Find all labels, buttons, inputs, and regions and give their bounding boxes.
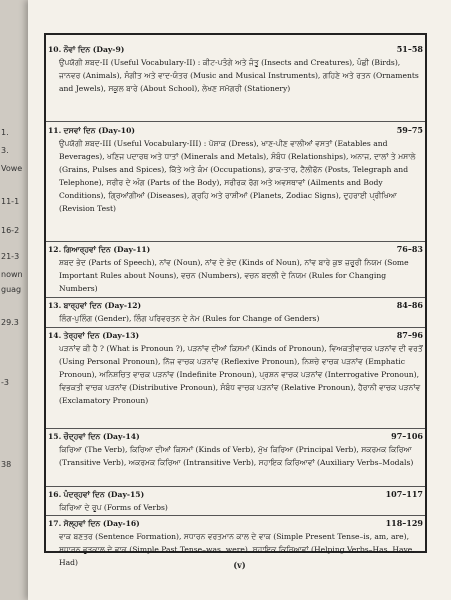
entry-divider — [46, 121, 425, 122]
entry-divider — [46, 241, 425, 242]
entry-divider — [46, 515, 425, 516]
page-number: (v) — [233, 560, 246, 570]
left-page-fragment: guag — [1, 285, 22, 294]
entry-description: ਪੜਨਾਂਵ ਕੀ ਹੈ ? (What is Pronoun ?), ਪੜਨਾਂਵ ਦੀਆਂ ਕਿਸਮਾਂ (Kinds of Pronoun), ਵਿਅਕਤੀਵਾਚਕ ਪੜਨਾਂਵ ਦੀ ਵਰਤੋਂ (Using Personal Pronoun), ਨਿੱਜ ਵਾਚਕ ਪੜਨਾਂਵ (Reflexive Pronoun), ਨਿਸ਼ਚੇ ਵਾਚਕ ਪੜਨਾਂਵ (Emphatic Pronoun), ਅਨਿਸ਼ਚਿਤ ਵਾਚਕ ਪੜਨਾਂਵ (Indefinite Pronoun), ਪ੍ਰਸ਼ਨ ਵਾਚਕ ਪੜਨਾਂਵ (Interrogative Pronoun), ਵਿਭਕਤੀ ਵਾਚਕ ਪੜਨਾਂਵ (Distributive Pronoun), ਸੰਬੰਧ ਵਾਚਕ ਪੜਨਾਂਵ (Relative Pronoun), ਹੈਰਾਨੀ ਵਾਚਕ ਪੜਨਾਂਵ (Exclamatory Pronoun) — [59, 344, 423, 405]
left-page-fragment: 38 — [1, 460, 12, 469]
entry-title: ਗਿਆਰ੍ਹਵਾਂ ਦਿਨ (Day-11) — [63, 245, 151, 254]
left-page-fragment: 16-2 — [1, 226, 20, 235]
entry-number: 15. — [48, 432, 62, 441]
contents-entry — [48, 430, 423, 469]
entry-title: ਤੇਰ੍ਹਵਾਂ ਦਿਨ (Day-13) — [63, 331, 140, 340]
left-page-fragment: 1. — [1, 128, 9, 137]
entry-description: ਉਪਯੋਗੀ ਸ਼ਬਦ-II (Useful Vocabulary-II) : ਕੀਟ-ਪਤੰਗੇ ਅਤੇ ਜੰਤੂ (Insects and Creatures), ਪੰਛੀ (Birds), ਜਾਨਵਰ (Animals), ਸੰਗੀਤ ਅਤੇ ਵਾਦ-ਯੰਤਰ (Music and Musical Instruments), ਗਹਿਣੇ ਅਤੇ ਰਤਨ (Ornaments and Jewels), ਸਕੂਲ ਬਾਰੇ (About School), ਲੇਖਣ ਸਮੱਗਰੀ (Stationery) — [59, 58, 419, 93]
entry-number: 16. — [48, 490, 62, 499]
entry-title: ਨੌਵਾਂ ਦਿਨ (Day-9) — [63, 45, 125, 54]
contents-frame — [44, 33, 427, 567]
entry-pages: 97–106 — [391, 431, 423, 441]
entry-title: ਬਾਰ੍ਹਵਾਂ ਦਿਨ (Day-12) — [63, 301, 142, 310]
entry-title: ਸੋਲ੍ਹਵਾਂ ਦਿਨ (Day-16) — [63, 519, 140, 528]
contents-page — [28, 0, 451, 600]
entry-number: 14. — [48, 331, 62, 340]
entry-title: ਪੰਦਰ੍ਹਵਾਂ ਦਿਨ (Day-15) — [63, 490, 145, 499]
entry-number: 10. — [48, 45, 62, 54]
contents-entry — [48, 299, 423, 325]
entry-number: 13. — [48, 301, 62, 310]
entry-pages: 107–117 — [385, 489, 423, 499]
entry-description: ਵਾਕ ਬਣਤਰ (Sentence Formation), ਸਧਾਰਨ ਵਰਤਮਾਨ ਕਾਲ ਦੇ ਵਾਕ (Simple Present Tense–is, am, are), ਸਧਾਰਨ ਭੂਤਕਾਲ ਦੇ ਵਾਕ (Simple Past Tense–was, were), ਸਹਾਇਕ ਕਿਰਿਆਵਾਂ (Helping Verbs–Has, Have, Had) — [59, 532, 415, 567]
entry-divider — [46, 486, 425, 487]
entry-description: ਉਪਯੋਗੀ ਸ਼ਬਦ-III (Useful Vocabulary-III) : ਪੋਸ਼ਾਕ (Dress), ਖਾਣ-ਪੀਣ ਵਾਲੀਆਂ ਵਸਤਾਂ (Eatables and Beverages), ਖਣਿਜ ਪਦਾਰਥ ਅਤੇ ਧਾਤਾਂ (Minerals and Metals), ਸੰਬੰਧ (Relationships), ਅਨਾਜ, ਦਾਲਾਂ ਤੇ ਮਸਾਲੇ (Grains, Pulses and Spices), ਕਿੱਤੇ ਅਤੇ ਕੰਮ (Occupations), ਡਾਕ-ਤਾਰ, ਟੈਲੀਫੋਨ (Posts, Telegraph and Telephone), ਸਰੀਰ ਦੇ ਅੰਗ (Parts of the Body), ਸਰੀਰਕ ਰੋਗ ਅਤੇ ਅਵਸਥਾਵਾਂ (Ailments and Body Conditions), ਗ੍ਰਿਆਂਗੀਆਂ (Diseases), ਗ੍ਰਹਿ ਅਤੇ ਰਾਸ਼ੀਆਂ (Planets, Zodiac Signs), ਦੁਹਰਾਈ ਪ੍ਰੀਖਿਆ (Revision Test) — [59, 139, 416, 213]
entry-divider — [46, 297, 425, 298]
contents-entry — [48, 329, 423, 407]
entry-pages: 51–58 — [396, 44, 423, 54]
entry-pages: 76–83 — [396, 244, 423, 254]
entry-number: 17. — [48, 519, 62, 528]
entry-divider — [46, 327, 425, 328]
contents-entry — [48, 243, 423, 295]
contents-entry — [48, 43, 423, 95]
entry-description: ਕਿਰਿਆ ਦੇ ਰੂਪ (Forms of Verbs) — [59, 503, 168, 512]
entry-number: 12. — [48, 245, 62, 254]
entry-pages: 118–129 — [385, 518, 423, 528]
entry-divider — [46, 428, 425, 429]
left-page-fragment: 11-1 — [1, 197, 20, 206]
entry-description: ਸ਼ਬਦ ਭੇਦ (Parts of Speech), ਨਾਂਵ (Noun), ਨਾਂਵ ਦੇ ਭੇਦ (Kinds of Noun), ਨਾਂਵ ਬਾਰੇ ਕੁਝ ਜ਼ਰੂਰੀ ਨਿਯਮ (Some Important Rules about Nouns), ਵਚਨ (Numbers), ਵਚਨ ਬਦਲੀ ਦੇ ਨਿਯਮ (Rules for Changing Numbers) — [59, 258, 409, 293]
contents-entry — [48, 124, 423, 215]
entry-description: ਲਿੰਗ-ਪੁਲਿੰਗ (Gender), ਲਿੰਗ ਪਰਿਵਰਤਨ ਦੇ ਨੇਮ (Rules for Change of Genders) — [59, 314, 320, 323]
entry-pages: 84–86 — [396, 300, 423, 310]
left-page-fragment: 3. — [1, 146, 9, 155]
left-page-fragment: nown — [1, 270, 23, 279]
entry-pages: 87–96 — [396, 330, 423, 340]
left-page-fragment: 29.3 — [1, 318, 19, 327]
entry-pages: 59–75 — [396, 125, 423, 135]
entry-title: ਚੌਦ੍ਹਵਾਂ ਦਿਨ (Day-14) — [63, 432, 140, 441]
contents-entry — [48, 488, 423, 514]
left-page-fragment: 21-3 — [1, 252, 20, 261]
entry-description: ਕਿਰਿਆ (The Verb), ਕਿਰਿਆ ਦੀਆਂ ਕਿਸਮਾਂ (Kinds of Verb), ਮੁੱਖ ਕਿਰਿਆ (Principal Verb), ਸਕਰਮਕ ਕਿਰਿਆ (Transitive Verb), ਅਕਰਮਕ ਕਿਰਿਆ (Intransitive Verb), ਸਹਾਇਕ ਕਿਰਿਆਵਾਂ (Auxiliary Verbs–Modals) — [59, 445, 414, 467]
entry-number: 11. — [48, 126, 62, 135]
entry-title: ਦਸਵਾਂ ਦਿਨ (Day-10) — [63, 126, 135, 135]
left-page-fragment: Vowe — [1, 164, 23, 173]
left-page-fragment: -3 — [1, 378, 9, 387]
